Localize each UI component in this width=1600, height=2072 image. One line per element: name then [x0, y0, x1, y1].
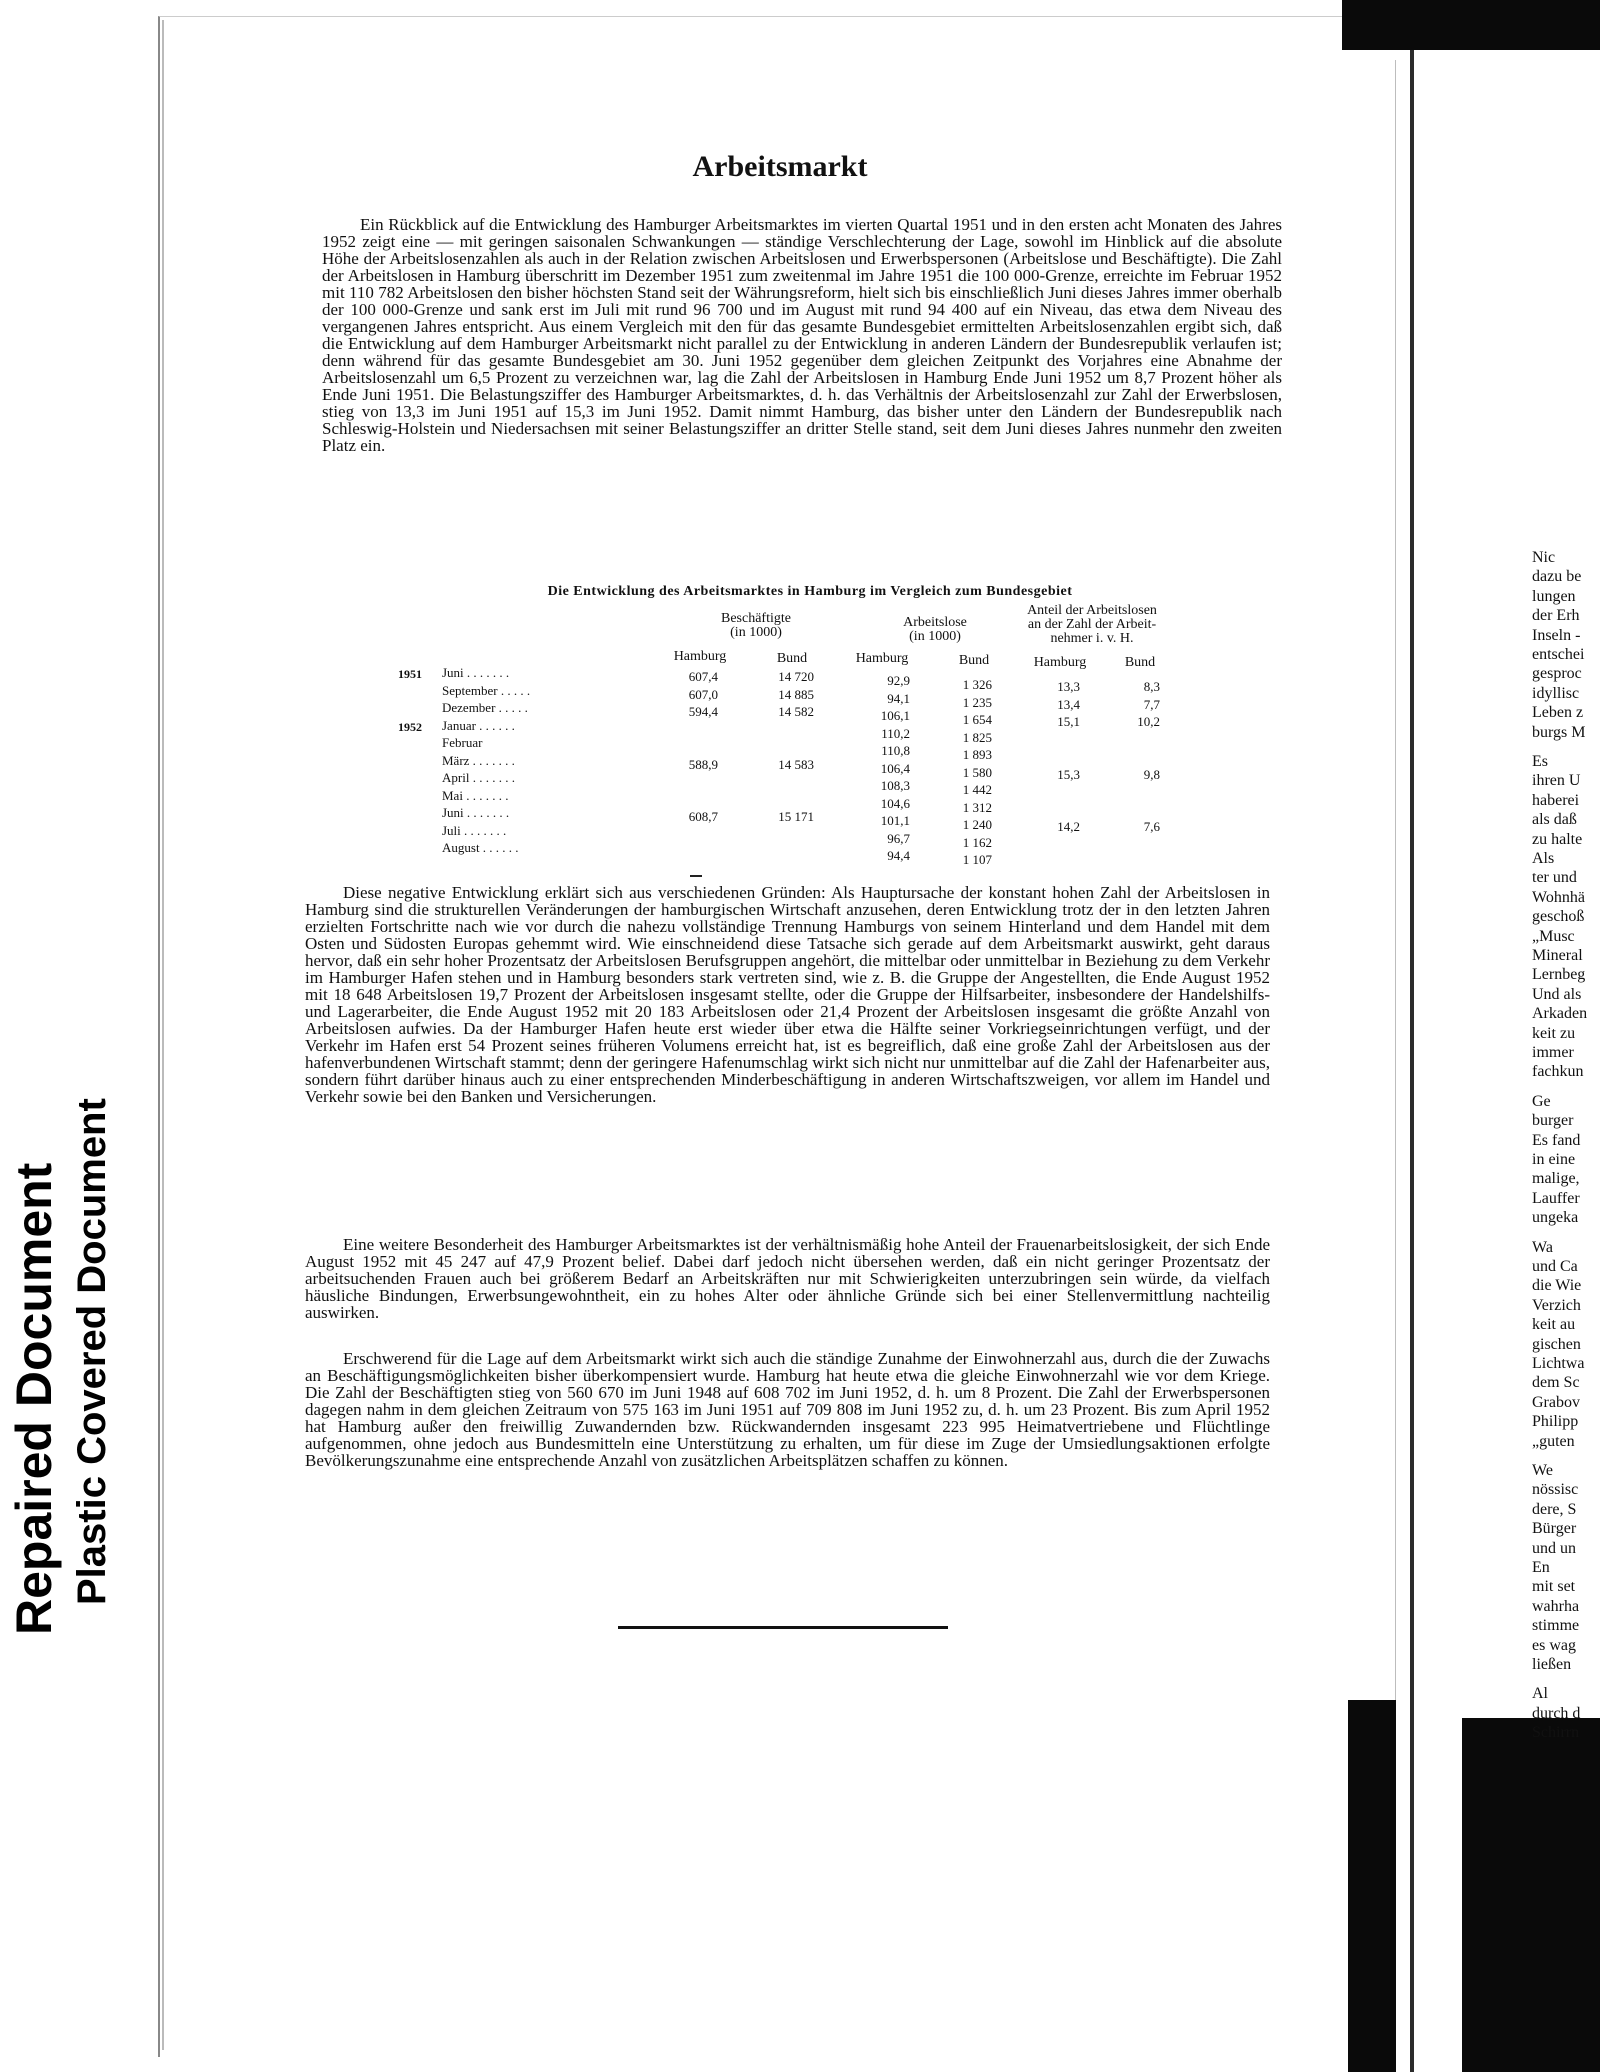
right-page-line: idyllisc: [1532, 684, 1580, 702]
cell: 15,1: [1057, 714, 1080, 729]
right-page-line: immer: [1532, 1044, 1574, 1061]
cell: 10,2: [1137, 714, 1160, 729]
right-page-line: Wa: [1532, 1238, 1553, 1256]
cell: 104,6: [880, 795, 910, 811]
cell: 14,2: [1057, 819, 1080, 834]
cell: 1 312: [962, 799, 992, 815]
paragraph-3: Eine weitere Besonderheit des Hamburger Arbeitsmarktes ist der verhältnismäßig hohe Anteil der Frauenarbeitslosigkeit, der sich Ende August 1952 mit 45 247 auf 47,9 Prozent belief. Dabei darf jedoch nicht übersehen werden, daß ein nicht geringer Prozentsatz der arbeitsuchenden Frauen auch bei größerem Bedarf an Arbeitskräften nur mit Schwierigkeiten unterzubringen sein würde, da vielfach häusliche Bindungen, Erwerbsungewohntheit, ein zu hohes Alter oder ähnliche Gründe sich bei einer Stellenvermittlung nachteilig auswirken.: [305, 1235, 1270, 1322]
right-page-line: Es fand: [1532, 1131, 1581, 1149]
right-page-line: Bürger: [1532, 1520, 1577, 1538]
cell: 594,4: [688, 704, 718, 719]
right-page-line: zu halte: [1532, 830, 1583, 848]
right-page-line: gesproc: [1532, 665, 1582, 683]
subheader-arbl-hamburg: Hamburg: [855, 651, 909, 666]
right-page-line: burger: [1532, 1112, 1574, 1130]
cell: [1124, 748, 1160, 766]
right-page-line: „Musc: [1532, 927, 1575, 945]
right-page-line: Lauffer: [1532, 1189, 1580, 1207]
table-title: Die Entwicklung des Arbeitsmarktes in Hamburg im Vergleich zum Bundesgebiet: [547, 584, 1073, 599]
year-1952: 1952: [398, 720, 422, 734]
cell: 13,3: [1057, 679, 1080, 694]
month-row: Mai . . . . . . .: [442, 787, 509, 803]
right-page-line: als daß: [1532, 811, 1577, 829]
repaired-document-label: Repaired Document: [6, 1162, 62, 1635]
right-page-line: Und als: [1532, 985, 1582, 1003]
book-spine: [1410, 0, 1414, 2072]
cell: 1 235: [962, 694, 992, 710]
cell: [660, 773, 718, 791]
cell: 1 240: [962, 817, 992, 832]
cell: 7,6: [1143, 819, 1160, 834]
cell: [660, 791, 718, 809]
header-anteil: [992, 604, 1192, 646]
spine-shadow: [1395, 60, 1396, 1710]
month-row: März . . . . . . .: [442, 752, 515, 768]
right-page-line: keit au: [1532, 1316, 1576, 1334]
month-row: Februar: [442, 735, 483, 750]
right-page-line: Schirrn: [1532, 1724, 1580, 1742]
cell: 101,1: [880, 813, 910, 828]
end-rule: [618, 1626, 948, 1629]
cell: 607,4: [688, 669, 718, 684]
cell: [1040, 748, 1080, 766]
article-title: Arbeitsmarkt: [692, 150, 868, 183]
right-page-line: Philipp: [1532, 1413, 1579, 1431]
cell: 94,4: [887, 848, 910, 863]
scan-border-top: [1342, 0, 1600, 50]
right-page-line: Lernbeg: [1532, 966, 1586, 984]
header-arbeitslose-label: Arbeitslose: [903, 615, 967, 630]
cell: 8,3: [1143, 679, 1160, 694]
month-row: Juli . . . . . . .: [442, 822, 507, 838]
cell: 106,1: [880, 708, 910, 723]
header-arbeitslose-unit: (in 1000): [909, 629, 961, 644]
cell: [1040, 783, 1080, 801]
cell: 14 720: [778, 669, 814, 684]
cell: [660, 738, 718, 756]
cell: 13,4: [1057, 696, 1080, 712]
cell: 1 825: [962, 729, 992, 745]
right-page-line: mit set: [1532, 1578, 1576, 1596]
cell: 1 893: [962, 747, 992, 762]
besch-hamburg-column: [660, 668, 718, 826]
plastic-covered-label: Plastic Covered Document: [70, 1098, 114, 1605]
cell: [660, 721, 718, 739]
right-page-line: der Erh: [1532, 607, 1580, 625]
month-row: Juni . . . . . . .: [442, 805, 510, 820]
cell: 9,8: [1143, 766, 1160, 782]
right-page-line: ließen: [1532, 1656, 1572, 1673]
right-page-line: We: [1532, 1462, 1553, 1479]
cell: 14 583: [778, 756, 814, 772]
right-page-line: in eine: [1532, 1151, 1576, 1168]
right-page-line: Grabov: [1532, 1393, 1580, 1411]
right-page-line: wahrha: [1532, 1597, 1580, 1615]
cell: 1 442: [962, 782, 992, 797]
right-page-line: entschei: [1532, 646, 1585, 663]
right-page-line: malige,: [1532, 1170, 1580, 1188]
right-page-line: die Wie: [1532, 1277, 1582, 1295]
right-page-line: und Ca: [1532, 1258, 1578, 1275]
subheader-besch-hamburg: Hamburg: [673, 649, 727, 664]
right-page-line: Ge: [1532, 1092, 1551, 1110]
cell: 1 162: [962, 834, 992, 850]
cell: [752, 738, 814, 756]
cell: 1 654: [962, 712, 992, 727]
scan-border-spine-bottom: [1348, 1700, 1396, 2072]
cell: 7,7: [1143, 696, 1160, 712]
right-page-line: Mineral: [1532, 947, 1583, 964]
right-page-line: stimme: [1532, 1617, 1580, 1635]
cell: 607,0: [688, 686, 718, 702]
cell: 110,8: [881, 743, 910, 758]
cell: 608,7: [688, 809, 718, 824]
month-row: Januar . . . . . .: [442, 717, 515, 733]
cell: 110,2: [881, 725, 910, 741]
cell: 15 171: [778, 809, 814, 824]
cell: 1 107: [962, 852, 992, 867]
header-arbeitslose: [870, 616, 1000, 644]
right-page-line: es wag: [1532, 1636, 1576, 1654]
right-page-line: keit zu: [1532, 1024, 1576, 1042]
subheader-anteil-hamburg: Hamburg: [1033, 655, 1087, 670]
right-page-line: Nic: [1532, 549, 1556, 566]
month-row: August . . . . . .: [442, 840, 519, 855]
month-column: [442, 664, 632, 857]
anteil-bund-column: [1124, 678, 1160, 836]
separator-mark: [690, 875, 702, 877]
right-page-line: dem Sc: [1532, 1374, 1580, 1392]
month-row: Juni . . . . . . .: [442, 665, 510, 680]
cell: 96,7: [887, 830, 910, 846]
scan-border-right-bottom: [1462, 1718, 1600, 2072]
page-edge-shadow: [162, 20, 164, 2050]
right-page-line: gischen: [1532, 1335, 1581, 1353]
header-anteil-line3: nehmer i. v. H.: [1050, 631, 1134, 646]
subheader-arbl-bund: Bund: [958, 653, 990, 668]
right-page-line: Leben z: [1532, 704, 1584, 722]
cell: 15,3: [1057, 766, 1080, 782]
right-page-line: ter und: [1532, 869, 1577, 887]
paragraph-2: Diese negative Entwicklung erklärt sich aus verschiedenen Gründen: Als Hauptursache der konstant hohen Zahl der Arbeitslosen in Hamburg sind die strukturellen Veränderungen der hamburgischen Wirtschaft anzusehen, deren Entwicklung trotz der in den letzten Jahren erzielten Fortschritte nach wie vor durch die nahezu vollständige Trennung Hamburgs von seinem Hinterland und dem Handel mit dem Osten und Südosten Europas gehemmt wird. Wie einschneidend diese Tatsache sich gerade auf dem Arbeitsmarkt auswirkt, geht daraus hervor, daß ein sehr hoher Prozentsatz der Arbeitslosen Berufsgruppen angehört, die mittelbar oder unmittelbar in Beziehung zu dem Verkehr im Hamburger Hafen stehen und in Hamburg besonders stark vertreten sind, wie z. B. die Gruppe der Angestellten, die Ende August 1952 mit 18 648 Arbeitslosen 19,7 Prozent der Arbeitslosen insgesamt stellte, oder die Gruppe der Hilfsarbeiter, insbesondere der Handelshilfs- und Lagerarbeiter, die Ende August 1952 mit 20 183 Arbeitslosen oder 21,4 Prozent der Arbeitslosen insgesamt die größte Anzahl von Arbeitslosen aufwies. Da der Hamburger Hafen heute erst wieder über etwa die Hälfte seiner Vorkriegseinrichtungen verfügt, und der Verkehr im Hafen erst 54 Prozent seines früheren Volumens erreicht hat, ist es begreiflich, daß eine große Zahl der Arbeitslosen aus der hafenverbundenen Wirtschaft stammt; denn der geringere Hafenumschlag wirkt sich nicht nur unmittelbar auf die Zahl der Hafenarbeiter aus, sondern führt darüber hinaus auch zu einer entsprechenden Minderbeschäftigung in anderen Wirtschaftszweigen, vor allem im Handel und Verkehr sowie bei den Banken und Versicherungen.: [305, 883, 1270, 1106]
cell: 14 885: [778, 686, 814, 702]
right-page-line: En: [1532, 1559, 1550, 1576]
cell: [752, 791, 814, 809]
cell: [1124, 783, 1160, 801]
month-row: April . . . . . . .: [442, 770, 515, 785]
right-page-line: geschoß: [1532, 908, 1585, 926]
right-page-line: und un: [1532, 1539, 1576, 1557]
right-page-line: Verzich: [1532, 1296, 1581, 1314]
header-beschaeftigte-label: Beschäftigte: [721, 611, 791, 626]
right-page-line: burgs M: [1532, 723, 1586, 741]
right-page-line: ungeka: [1532, 1209, 1579, 1227]
arbl-bund-column: [940, 676, 992, 869]
besch-bund-column: [752, 668, 814, 826]
arbl-hamburg-column: [858, 672, 910, 865]
right-page-line: lungen: [1532, 587, 1576, 605]
cell: [752, 773, 814, 791]
right-page-line: ihren U: [1532, 772, 1581, 790]
right-page-line: Al: [1532, 1685, 1548, 1703]
right-page-line: dere, S: [1532, 1500, 1577, 1518]
subheader-besch-bund: Bund: [776, 651, 808, 666]
cell: 1 326: [962, 677, 992, 692]
cell: [1124, 801, 1160, 819]
cell: [1040, 801, 1080, 819]
month-row: September . . . . .: [442, 682, 531, 698]
right-page-line: Es: [1532, 753, 1548, 770]
cell: 106,4: [880, 760, 910, 776]
right-page-line: haberei: [1532, 791, 1580, 809]
month-row: Dezember . . . . .: [442, 700, 528, 715]
year-1951: 1951: [398, 667, 422, 681]
cell: 94,1: [887, 690, 910, 706]
right-page-line: dazu be: [1532, 568, 1582, 586]
right-page-line: Wohnhä: [1532, 888, 1585, 906]
cell: 92,9: [887, 673, 910, 688]
header-beschaeftigte: [686, 612, 826, 640]
right-page-line: „guten: [1532, 1432, 1575, 1450]
right-page-line: Als: [1532, 850, 1555, 867]
cell: 1 580: [962, 764, 992, 780]
cell: [752, 721, 814, 739]
anteil-hamburg-column: [1040, 678, 1080, 836]
cell: 588,9: [688, 756, 718, 772]
paragraph-1: Ein Rückblick auf die Entwicklung des Hamburger Arbeitsmarktes im vierten Quartal 1951 und in den ersten acht Monaten des Jahres 1952 zeigt eine — mit geringen saisonalen Schwankungen — ständige Verschlechterung der Lage, sowohl im Hinblick auf die absolute Höhe der Arbeitslosenzahlen als auch in der Relation zwischen Arbeitslosen und Erwerbspersonen (Arbeitslose und Beschäftigte). Die Zahl der Arbeitslosen in Hamburg überschritt im Dezember 1951 zum zweitenmal im Jahre 1951 die 100 000-Grenze, erreichte im Februar 1952 mit 110 782 Arbeitslosen den bisher höchsten Stand seit der Währungsreform, hielt sich bis einschließlich Juni dieses Jahres immer oberhalb der 100 000-Grenze und sank erst im Juli mit rund 96 700 und im August mit rund 94 400 auf ein Niveau, das etwa dem Niveau des vergangenen Jahres entspricht. Aus einem Vergleich mit den für das gesamte Bundesgebiet ermittelten Arbeitslosenzahlen ergibt sich, daß die Entwicklung auf dem Hamburger Arbeitsmarkt nicht parallel zu der Entwicklung in anderen Ländern der Bundesrepublik verlaufen ist; denn während für das gesamte Bundesgebiet am 30. Juni 1952 gegenüber dem gleichen Zeitpunkt des Vorjahres eine Abnahme der Arbeitslosenzahl um 6,5 Prozent zu verzeichnen war, lag die Zahl der Arbeitslosen in Hamburg Ende Juni 1952 um 8,7 Prozent höher als Ende Juni 1951. Die Belastungsziffer des Hamburger Arbeitsmarktes, d. h. das Verhältnis der Arbeitslosenzahl zur Zahl der Erwerbslosen, stieg von 13,3 im Juni 1951 auf 15,3 im Juni 1952. Damit nimmt Hamburg, das bisher unter den Ländern der Bundesrepublik nach Schleswig-Holstein und Niedersachsen mit seiner Belastungsziffer an dritter Stelle stand, seit dem Juni dieses Jahres nunmehr den zweiten Platz ein.: [322, 215, 1282, 455]
cell: [1124, 731, 1160, 749]
right-page-line: Arkaden: [1532, 1005, 1588, 1023]
cell: 14 582: [778, 704, 814, 719]
right-page-line: durch d: [1532, 1704, 1581, 1722]
right-page-line: fachkun: [1532, 1063, 1584, 1081]
paragraph-4: Erschwerend für die Lage auf dem Arbeitsmarkt wirkt sich auch die ständige Zunahme der Einwohnerzahl aus, durch die der Zuwachs an Beschäftigungsmöglichkeiten bisher überkompensiert wurde. Hamburg hat heute etwa die gleiche Einwohnerzahl wie vor dem Kriege. Die Zahl der Beschäftigten stieg von 560 670 im Juni 1948 auf 608 702 im Juni 1952, d. h. um 8 Prozent. Die Zahl der Erwerbspersonen dagegen nahm in dem gleichen Zeitraum von 575 163 im Juni 1951 auf 709 808 im Juni 1952 zu, d. h. um 23 Prozent. Bis zum April 1952 hat Hamburg außer den freiwillig Zuwandernden bzw. Rückwandernden insgesamt 223 995 Heimatvertriebene und Flüchtlinge aufgenommen, ohne jedoch aus Bundesmitteln eine Unterstützung zu erhalten, um für diese im Zuge der Umsiedlungsaktionen erfolgte Bevölkerungszunahme eine entsprechende Anzahl von zusätzlichen Arbeitsplätzen schaffen zu können.: [305, 1349, 1270, 1470]
header-beschaeftigte-unit: (in 1000): [730, 625, 782, 640]
right-page-line: Lichtwa: [1532, 1355, 1585, 1372]
header-anteil-line1: Anteil der Arbeitslosen: [1027, 603, 1157, 618]
header-anteil-line2: an der Zahl der Arbeit-: [1027, 617, 1157, 632]
subheader-anteil-bund: Bund: [1124, 655, 1156, 670]
cell: [1040, 731, 1080, 749]
right-page-line: nössisc: [1532, 1481, 1579, 1499]
right-page-line: Inseln -: [1532, 626, 1581, 644]
cell: 108,3: [880, 778, 910, 793]
